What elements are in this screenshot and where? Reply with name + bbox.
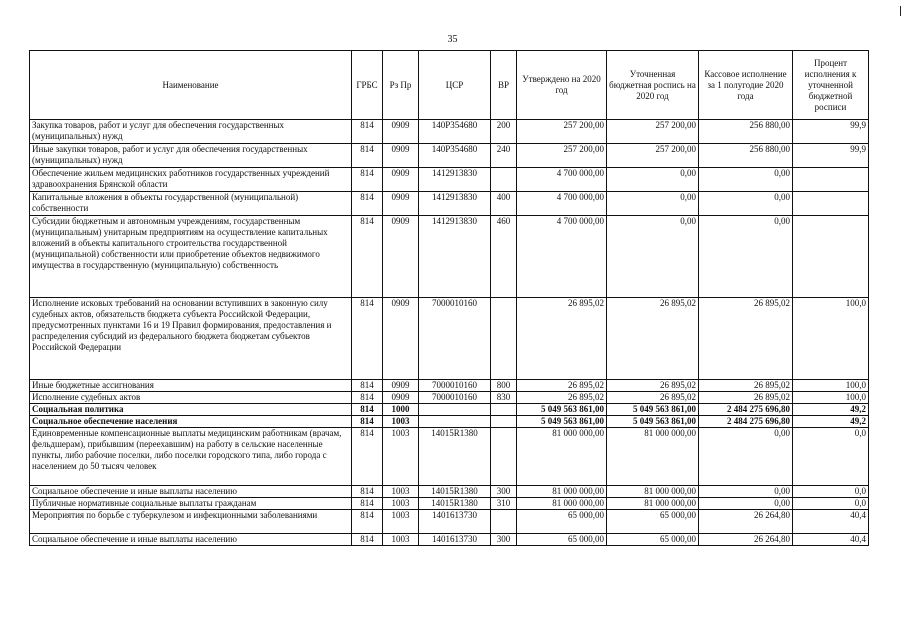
row-grbs: 814 <box>352 216 383 298</box>
table-row <box>30 298 869 380</box>
row-grbs: 814 <box>352 380 383 392</box>
row-name: Обеспечение жильем медицинских работников государственных учреждений здравоохранения Брянской области <box>30 168 352 192</box>
row-percent: 0,0 <box>793 486 869 498</box>
row-refined: 26 895,02 <box>607 392 699 404</box>
row-refined: 0,00 <box>607 168 699 192</box>
row-refined: 81 000 000,00 <box>607 428 699 486</box>
scan-edge-mark <box>900 6 901 16</box>
row-approved: 5 049 563 861,00 <box>517 404 607 416</box>
row-refined: 81 000 000,00 <box>607 486 699 498</box>
row-vr: 800 <box>491 380 517 392</box>
row-name: Капитальные вложения в объекты государственной (муниципальной) собственности <box>30 192 352 216</box>
row-refined: 5 049 563 861,00 <box>607 404 699 416</box>
table-body <box>30 120 869 546</box>
table-row <box>30 486 869 498</box>
row-refined: 5 049 563 861,00 <box>607 416 699 428</box>
row-refined: 257 200,00 <box>607 120 699 144</box>
row-name: Мероприятия по борьбе с туберкулезом и инфекционными заболеваниями <box>30 510 352 534</box>
row-name: Социальное обеспечение и иные выплаты населению <box>30 486 352 498</box>
row-approved: 65 000,00 <box>517 510 607 534</box>
row-name: Исполнение судебных актов <box>30 392 352 404</box>
row-percent: 40,4 <box>793 510 869 534</box>
row-rzpr: 1003 <box>383 486 419 498</box>
row-name: Закупка товаров, работ и услуг для обеспечения государственных (муниципальных) нужд <box>30 120 352 144</box>
row-percent: 49,2 <box>793 404 869 416</box>
row-vr: 310 <box>491 498 517 510</box>
row-approved: 26 895,02 <box>517 392 607 404</box>
row-refined: 26 895,02 <box>607 298 699 380</box>
row-rzpr: 1000 <box>383 404 419 416</box>
row-approved: 81 000 000,00 <box>517 498 607 510</box>
row-percent: 100,0 <box>793 380 869 392</box>
row-cash: 26 895,02 <box>699 380 793 392</box>
col-header-csr: ЦСР <box>419 51 491 120</box>
row-percent: 49,2 <box>793 416 869 428</box>
row-approved: 26 895,02 <box>517 298 607 380</box>
row-grbs: 814 <box>352 192 383 216</box>
row-rzpr: 1003 <box>383 428 419 486</box>
row-percent <box>793 168 869 192</box>
row-rzpr: 0909 <box>383 392 419 404</box>
row-rzpr: 1003 <box>383 510 419 534</box>
row-vr <box>491 428 517 486</box>
row-name: Публичные нормативные социальные выплаты гражданам <box>30 498 352 510</box>
row-rzpr: 1003 <box>383 534 419 546</box>
row-vr: 300 <box>491 534 517 546</box>
row-percent: 100,0 <box>793 392 869 404</box>
row-grbs: 814 <box>352 416 383 428</box>
row-grbs: 814 <box>352 144 383 168</box>
row-rzpr: 0909 <box>383 168 419 192</box>
row-grbs: 814 <box>352 404 383 416</box>
row-name: Иные бюджетные ассигнования <box>30 380 352 392</box>
row-grbs: 814 <box>352 498 383 510</box>
table-row <box>30 428 869 486</box>
row-percent: 100,0 <box>793 298 869 380</box>
row-rzpr: 0909 <box>383 120 419 144</box>
row-percent: 0,0 <box>793 428 869 486</box>
row-csr: 14015R1380 <box>419 486 491 498</box>
row-percent: 99,9 <box>793 120 869 144</box>
row-cash: 0,00 <box>699 216 793 298</box>
row-grbs: 814 <box>352 298 383 380</box>
row-vr <box>491 298 517 380</box>
table-row <box>30 416 869 428</box>
row-vr: 300 <box>491 486 517 498</box>
table-row <box>30 498 869 510</box>
row-vr: 460 <box>491 216 517 298</box>
table-row <box>30 380 869 392</box>
row-csr: 1401613730 <box>419 534 491 546</box>
row-grbs: 814 <box>352 510 383 534</box>
table-row <box>30 392 869 404</box>
row-name: Исполнение исковых требований на основании вступивших в законную силу судебных актов, обязательств бюджета субъекта Российской Федерации, предусмотренных пунктами 16 и 19 Правил формирования, предоставления и распределения субсидий из федерального бюджета бюджетам субъектов Российской Федерации <box>30 298 352 380</box>
row-grbs: 814 <box>352 428 383 486</box>
row-rzpr: 0909 <box>383 216 419 298</box>
table-row <box>30 510 869 534</box>
row-cash: 0,00 <box>699 486 793 498</box>
table-row <box>30 144 869 168</box>
row-approved: 4 700 000,00 <box>517 216 607 298</box>
table-header-row <box>30 51 869 120</box>
row-name: Иные закупки товаров, работ и услуг для обеспечения государственных (муниципальных) нужд <box>30 144 352 168</box>
row-rzpr: 1003 <box>383 416 419 428</box>
col-header-vr: ВР <box>491 51 517 120</box>
row-refined: 26 895,02 <box>607 380 699 392</box>
row-rzpr: 0909 <box>383 144 419 168</box>
row-cash: 2 484 275 696,80 <box>699 404 793 416</box>
row-csr <box>419 404 491 416</box>
row-grbs: 814 <box>352 120 383 144</box>
row-csr: 140P354680 <box>419 120 491 144</box>
row-cash: 0,00 <box>699 192 793 216</box>
row-approved: 81 000 000,00 <box>517 428 607 486</box>
row-percent <box>793 192 869 216</box>
row-cash: 26 895,02 <box>699 392 793 404</box>
row-cash: 2 484 275 696,80 <box>699 416 793 428</box>
row-csr: 1412913830 <box>419 168 491 192</box>
row-vr <box>491 168 517 192</box>
table-row <box>30 120 869 144</box>
row-csr: 7000010160 <box>419 380 491 392</box>
row-csr: 7000010160 <box>419 298 491 380</box>
row-name: Социальное обеспечение населения <box>30 416 352 428</box>
row-csr <box>419 416 491 428</box>
col-header-grbs: ГРБС <box>352 51 383 120</box>
row-grbs: 814 <box>352 392 383 404</box>
row-approved: 65 000,00 <box>517 534 607 546</box>
row-cash: 0,00 <box>699 168 793 192</box>
row-approved: 4 700 000,00 <box>517 168 607 192</box>
table-row <box>30 168 869 192</box>
row-cash: 0,00 <box>699 498 793 510</box>
row-rzpr: 0909 <box>383 192 419 216</box>
row-approved: 257 200,00 <box>517 144 607 168</box>
row-csr: 1412913830 <box>419 192 491 216</box>
row-cash: 26 264,80 <box>699 510 793 534</box>
row-vr <box>491 416 517 428</box>
row-vr: 830 <box>491 392 517 404</box>
row-refined: 0,00 <box>607 192 699 216</box>
row-csr: 140P354680 <box>419 144 491 168</box>
row-name: Социальное обеспечение и иные выплаты населению <box>30 534 352 546</box>
row-approved: 257 200,00 <box>517 120 607 144</box>
row-vr <box>491 510 517 534</box>
row-cash: 0,00 <box>699 428 793 486</box>
col-header-rzpr: Рз Пр <box>383 51 419 120</box>
row-approved: 26 895,02 <box>517 380 607 392</box>
table-row <box>30 216 869 298</box>
row-name: Единовременные компенсационные выплаты медицинским работникам (врачам, фельдшерам), прибывшим (переехавшим) на работу в сельские населенные пункты, либо рабочие поселки, либо поселки городского типа, либо города с населением до 50 тысяч человек <box>30 428 352 486</box>
row-rzpr: 0909 <box>383 298 419 380</box>
row-vr: 400 <box>491 192 517 216</box>
col-header-name: Наименование <box>30 51 352 120</box>
page-number: 35 <box>447 34 458 45</box>
row-cash: 26 264,80 <box>699 534 793 546</box>
row-refined: 65 000,00 <box>607 510 699 534</box>
table-row <box>30 404 869 416</box>
col-header-refined: Уточненная бюджетная роспись на 2020 год <box>607 51 699 120</box>
row-grbs: 814 <box>352 534 383 546</box>
row-vr <box>491 404 517 416</box>
row-cash: 256 880,00 <box>699 144 793 168</box>
budget-table <box>29 50 869 546</box>
row-grbs: 814 <box>352 486 383 498</box>
row-percent <box>793 216 869 298</box>
table-row <box>30 534 869 546</box>
row-vr: 200 <box>491 120 517 144</box>
row-refined: 0,00 <box>607 216 699 298</box>
row-name: Субсидии бюджетным и автономным учреждениям, государственным (муниципальным) унитарным предприятиям на осуществление капитальных вложений в объекты капитального строительства государственной (муниципальной) собственности или приобретение объектов недвижимого имущества в государственную (муниципальную) собственность <box>30 216 352 298</box>
col-header-percent: Процент исполнения к уточненной бюджетной росписи <box>793 51 869 120</box>
row-refined: 65 000,00 <box>607 534 699 546</box>
col-header-approved: Утверждено на 2020 год <box>517 51 607 120</box>
row-rzpr: 1003 <box>383 498 419 510</box>
col-header-cash: Кассовое исполнение за 1 полугодие 2020 года <box>699 51 793 120</box>
row-rzpr: 0909 <box>383 380 419 392</box>
row-csr: 1412913830 <box>419 216 491 298</box>
row-cash: 26 895,02 <box>699 298 793 380</box>
row-csr: 1401613730 <box>419 510 491 534</box>
row-vr: 240 <box>491 144 517 168</box>
row-refined: 257 200,00 <box>607 144 699 168</box>
row-grbs: 814 <box>352 168 383 192</box>
table-row <box>30 192 869 216</box>
row-approved: 4 700 000,00 <box>517 192 607 216</box>
row-percent: 99,9 <box>793 144 869 168</box>
row-csr: 7000010160 <box>419 392 491 404</box>
row-name: Социальная политика <box>30 404 352 416</box>
row-approved: 5 049 563 861,00 <box>517 416 607 428</box>
row-percent: 0,0 <box>793 498 869 510</box>
row-percent: 40,4 <box>793 534 869 546</box>
row-approved: 81 000 000,00 <box>517 486 607 498</box>
row-csr: 14015R1380 <box>419 428 491 486</box>
row-refined: 81 000 000,00 <box>607 498 699 510</box>
row-cash: 256 880,00 <box>699 120 793 144</box>
row-csr: 14015R1380 <box>419 498 491 510</box>
